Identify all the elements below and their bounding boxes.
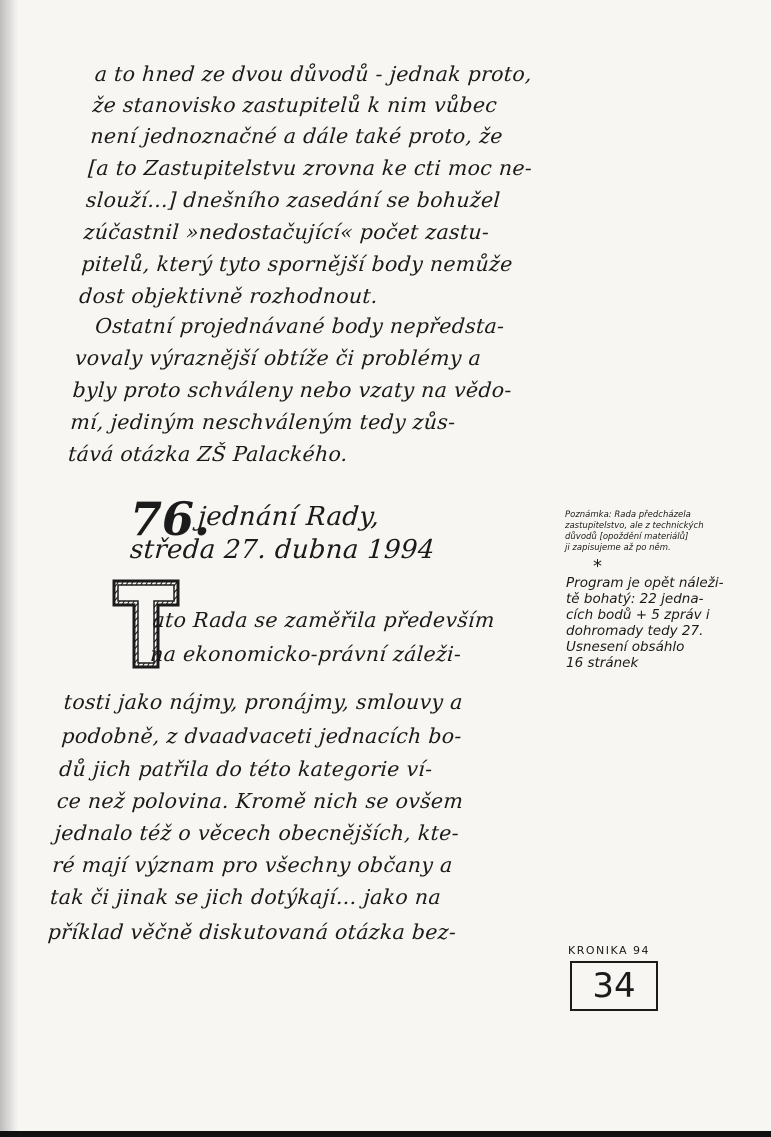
note-line: cích bodů + 5 zpráv i [566,607,710,623]
text-line: slouží...] dnešního zasedání se bohužel [85,188,502,212]
text-line: byly proto schváleny nebo vzaty na vědo- [71,378,513,402]
page-fold-shadow [0,0,18,1137]
text-line: Ostatní projednávané body nepředsta- [94,314,506,338]
note-line: zastupitelstvo, ale z technických [565,521,704,531]
note-line: ji zapisujeme až po něm. [565,543,671,553]
note-line: dohromady tedy 27. [566,623,704,639]
text-line: ré mají význam pro všechny občany a [51,853,454,877]
text-line: dost objektivně rozhodnout. [78,284,379,308]
note-line: Poznámka: Rada předcházela [565,510,691,520]
text-line: tává otázka ZŠ Palackého. [67,442,349,466]
text-line: není jednoznačné a dále také proto, že [89,124,504,148]
text-line: a to hned ze dvou důvodů - jednak proto, [93,62,533,86]
text-line: podobně, z dvaadvaceti jednacích bo- [60,724,463,748]
page-bottom-edge [0,1131,771,1137]
text-line: zúčastnil »nedostačující« počet zastu- [82,220,491,244]
text-line: tosti jako nájmy, pronájmy, smlouvy a [63,690,464,714]
note-line: Usnesení obsáhlo [566,639,685,655]
text-line: dů jich patřila do této kategorie ví- [58,757,434,781]
meeting-number: 76. [130,492,211,546]
meeting-title: jednání Rady, [196,502,381,532]
text-line: příklad věčně diskutovaná otázka bez- [46,920,458,944]
note-line: 16 stránek [566,655,639,671]
text-line: mí, jediným neschváleným tedy zůs- [69,410,457,434]
text-line: pitelů, který tyto spornější body nemůže [80,252,514,276]
note-line: důvodů [opoždění materiálů] [565,532,689,542]
text-line: ato Rada se zaměřila především [151,608,496,632]
page-number-box [570,961,658,1011]
text-line: že stanovisko zastupitelů k nim vůbec [91,93,498,117]
text-line: [a to Zastupitelstvu zrovna ke cti moc ne- [87,156,533,180]
text-line: tak či jinak se jich dotýkají... jako na [49,885,442,909]
meeting-date: středa 27. dubna 1994 [128,535,436,565]
page-number: 34 [592,966,636,1006]
margin-note-program [566,575,766,671]
margin-note-small [565,510,765,554]
chronicle-label: KRONIKA 94 [568,944,651,957]
text-line: ce než polovina. Kromě nich se ovšem [56,789,465,813]
note-line: Program je opět náleži- [566,575,724,591]
text-line: na ekonomicko-právní záleži- [149,642,463,666]
text-line: jednalo též o věcech obecnějších, kte- [53,821,460,845]
note-line: tě bohatý: 22 jedna- [566,591,704,607]
asterisk-mark: * [593,556,602,577]
text-line: vovaly výraznější obtíže či problémy a [74,346,482,370]
